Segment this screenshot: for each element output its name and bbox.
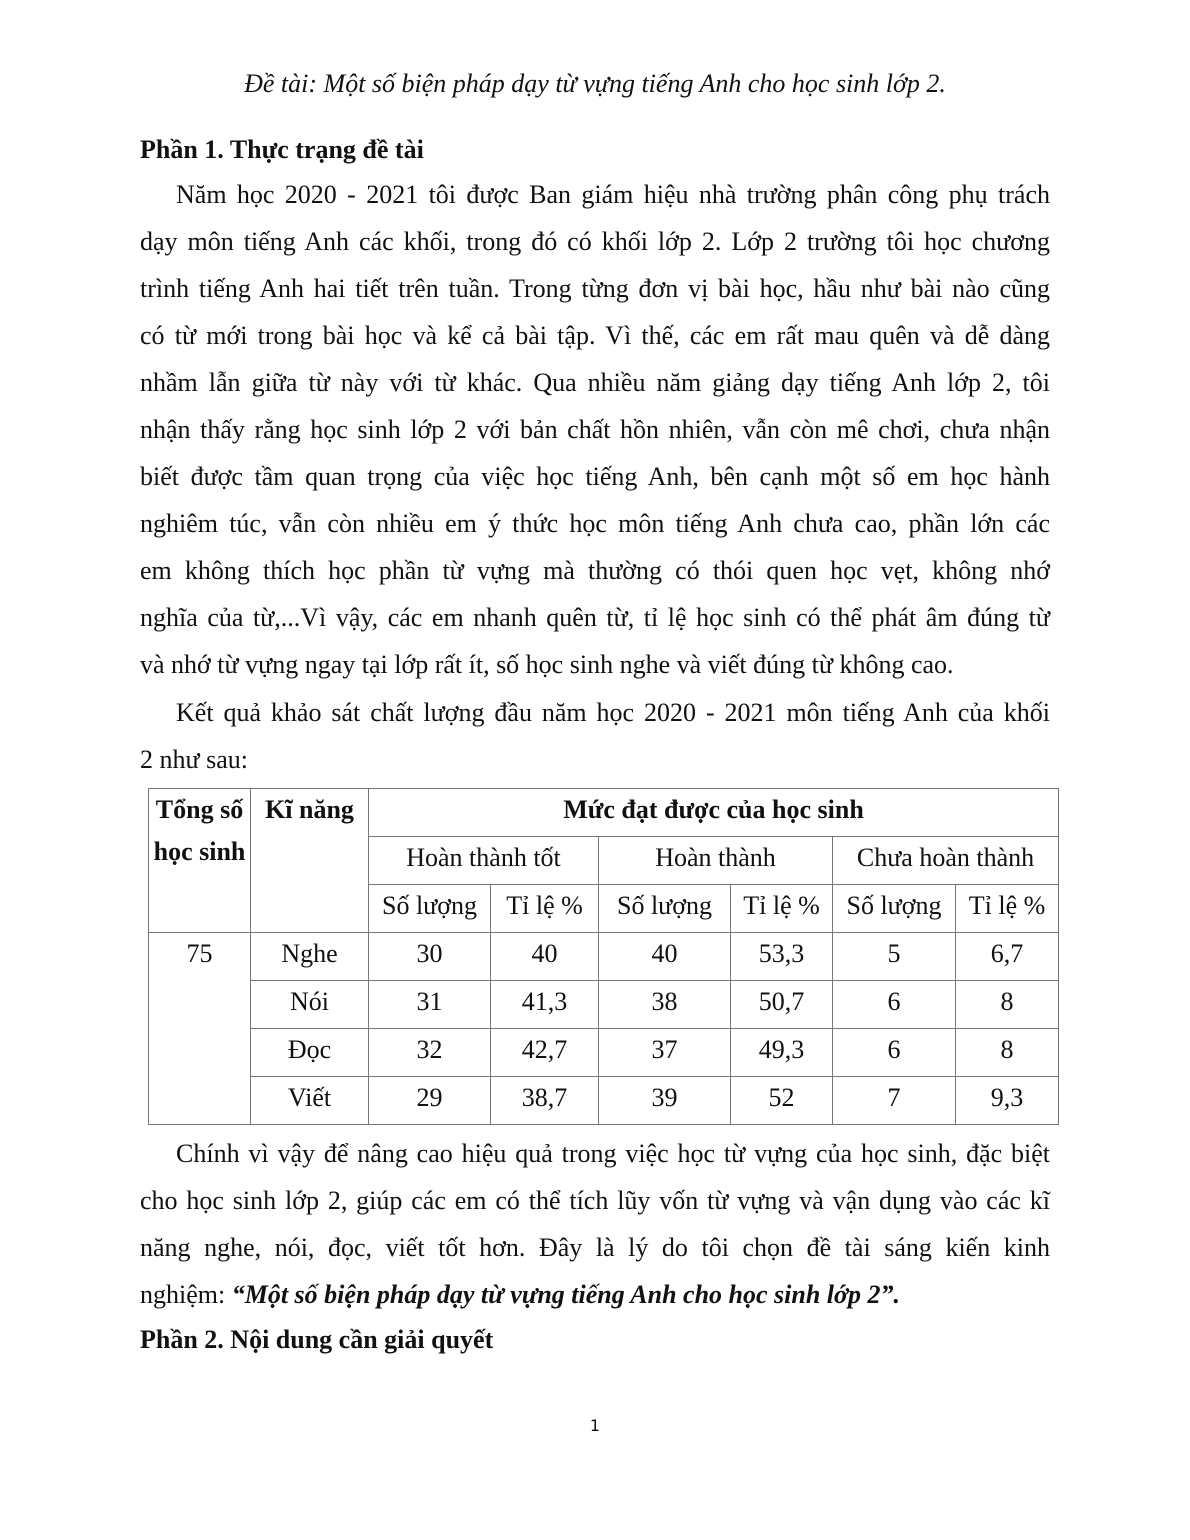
skill-cell: Đọc (251, 1029, 369, 1077)
paragraph-line: nhận thấy rằng học sinh lớp 2 với bản chất hồn nhiên, vẫn còn mê chơi, chưa nhận (140, 415, 1050, 444)
table-row (149, 981, 1059, 1029)
total-students-cell: 75 (149, 933, 251, 1125)
document-title: Đề tài: Một số biện pháp dạy từ vựng tiếng Anh cho học sinh lớp 2. (244, 69, 946, 98)
value-cell: 53,3 (731, 933, 833, 981)
sub-header: Tỉ lệ % (731, 885, 833, 933)
sub-header: Số lượng (369, 885, 491, 933)
page-number: 1 (589, 1416, 601, 1435)
value-cell: 52 (731, 1077, 833, 1125)
paragraph-line: nghĩa của từ,...Vì vậy, các em nhanh quên từ, tỉ lệ học sinh có thể phát âm đúng từ (140, 603, 1050, 632)
section-2-heading: Phần 2. Nội dung cần giải quyết (140, 1325, 494, 1354)
header-level: Mức đạt được của học sinh (369, 789, 1059, 837)
header-total-line1: Tổng số (155, 795, 244, 824)
value-cell: 40 (491, 933, 599, 981)
topic-quote: “Một số biện pháp dạy từ vựng tiếng Anh cho học sinh lớp 2” (231, 1280, 894, 1309)
skill-cell: Nghe (251, 933, 369, 981)
paragraph-1 (140, 171, 1050, 688)
sub-header: Số lượng (599, 885, 731, 933)
sub-header: Số lượng (833, 885, 956, 933)
value-cell: 6 (833, 981, 956, 1029)
value-cell: 31 (369, 981, 491, 1029)
level-group-incomplete: Chưa hoàn thành (833, 837, 1059, 885)
level-group-complete: Hoàn thành (599, 837, 833, 885)
paragraph-line: và nhớ từ vựng ngay tại lớp rất ít, số học sinh nghe và viết đúng từ không cao. (140, 650, 954, 679)
value-cell: 9,3 (956, 1077, 1059, 1125)
paragraph-line: nghiêm túc, vẫn còn nhiều em ý thức học môn tiếng Anh chưa cao, phần lớn các (140, 509, 1050, 538)
header-total-students (149, 789, 251, 933)
paragraph-line: dạy môn tiếng Anh các khối, trong đó có khối lớp 2. Lớp 2 trường tôi học chương (140, 227, 1050, 256)
value-cell: 6 (833, 1029, 956, 1077)
section-1-heading: Phần 1. Thực trạng đề tài (140, 135, 424, 164)
paragraph-line: Chính vì vậy để nâng cao hiệu quả trong việc học từ vựng của học sinh, đặc biệt (176, 1139, 1050, 1168)
value-cell: 7 (833, 1077, 956, 1125)
paragraph-line: 2 như sau: (140, 745, 248, 774)
header-skill: Kĩ năng (251, 789, 369, 933)
value-cell: 50,7 (731, 981, 833, 1029)
topic-quote-period: . (893, 1280, 900, 1309)
paragraph-line (140, 1271, 1050, 1318)
value-cell: 40 (599, 933, 731, 981)
level-group-excellent: Hoàn thành tốt (369, 837, 599, 885)
value-cell: 38,7 (491, 1077, 599, 1125)
sub-header: Tỉ lệ % (956, 885, 1059, 933)
value-cell: 30 (369, 933, 491, 981)
value-cell: 29 (369, 1077, 491, 1125)
paragraph-line: biết được tầm quan trọng của việc học tiếng Anh, bên cạnh một số em học hành (140, 462, 1050, 491)
paragraph-3 (140, 1130, 1050, 1318)
table-row (149, 933, 1059, 981)
paragraph-line: Năm học 2020 - 2021 tôi được Ban giám hiệu nhà trường phân công phụ trách (176, 180, 1050, 209)
survey-results-table (148, 788, 1059, 1125)
value-cell: 8 (956, 1029, 1059, 1077)
value-cell: 38 (599, 981, 731, 1029)
sub-header: Tỉ lệ % (491, 885, 599, 933)
header-total-line2: học sinh (153, 837, 246, 866)
value-cell: 39 (599, 1077, 731, 1125)
value-cell: 5 (833, 933, 956, 981)
table-header-row (149, 789, 1059, 837)
paragraph-line: nhầm lẫn giữa từ này với từ khác. Qua nhiều năm giảng dạy tiếng Anh lớp 2, tôi (140, 368, 1050, 397)
skill-cell: Nói (251, 981, 369, 1029)
value-cell: 37 (599, 1029, 731, 1077)
table-row (149, 1077, 1059, 1125)
paragraph-line: trình tiếng Anh hai tiết trên tuần. Trong từng đơn vị bài học, hầu như bài nào cũng (140, 274, 1050, 303)
value-cell: 32 (369, 1029, 491, 1077)
paragraph-line: năng nghe, nói, đọc, viết tốt hơn. Đây là lý do tôi chọn đề tài sáng kiến kinh (140, 1233, 1050, 1262)
value-cell: 6,7 (956, 933, 1059, 981)
paragraph-prefix: nghiệm: (140, 1280, 232, 1309)
value-cell: 41,3 (491, 981, 599, 1029)
value-cell: 42,7 (491, 1029, 599, 1077)
table-row (149, 1029, 1059, 1077)
paragraph-line: cho học sinh lớp 2, giúp các em có thể tích lũy vốn từ vựng và vận dụng vào các kĩ (140, 1186, 1050, 1215)
paragraph-line: có từ mới trong bài học và kể cả bài tập. Vì thế, các em rất mau quên và dễ dàng (140, 321, 1050, 350)
paragraph-2 (140, 689, 1050, 783)
paragraph-line: em không thích học phần từ vựng mà thường có thói quen học vẹt, không nhớ (140, 556, 1050, 585)
paragraph-line: Kết quả khảo sát chất lượng đầu năm học 2020 - 2021 môn tiếng Anh của khối (176, 698, 1050, 727)
skill-cell: Viết (251, 1077, 369, 1125)
value-cell: 49,3 (731, 1029, 833, 1077)
value-cell: 8 (956, 981, 1059, 1029)
